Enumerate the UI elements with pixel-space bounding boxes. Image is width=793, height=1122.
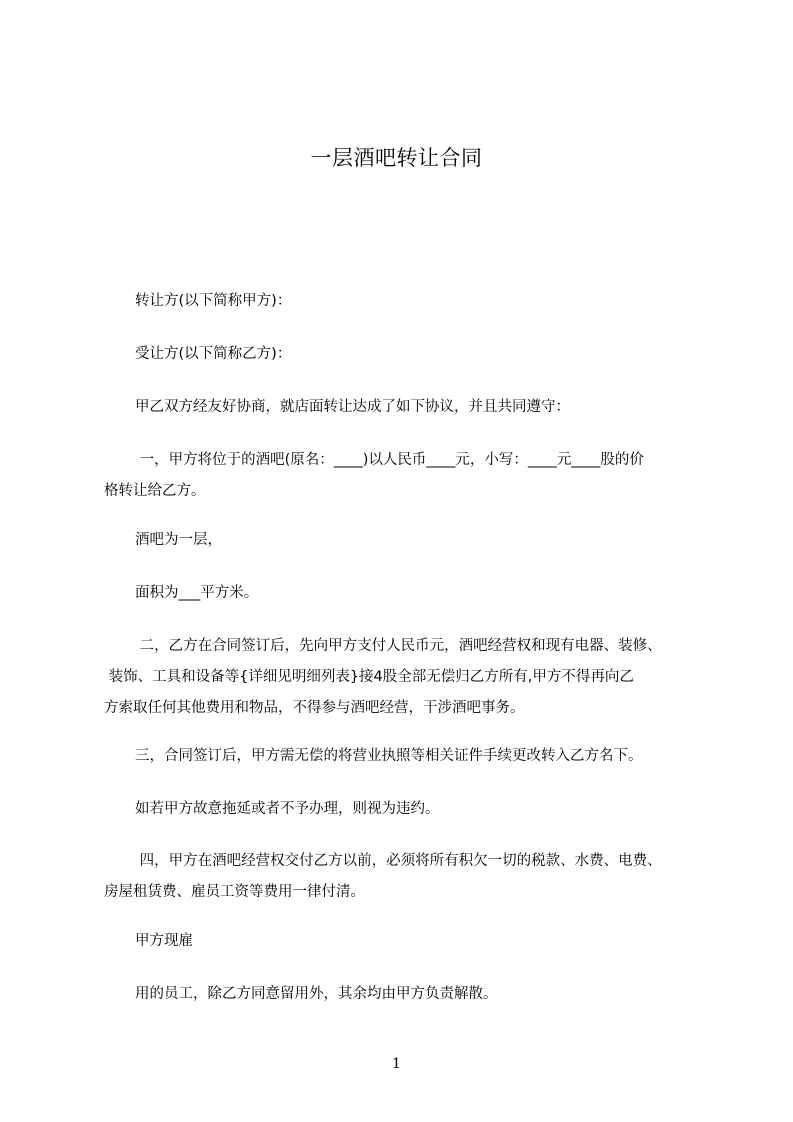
paragraph-staff-dismissal [104, 979, 700, 1010]
paragraph-line: 装饰、工具和设备等{详细见明细列表}接4股全部无偿归乙方所有,甲方不得再向乙 [104, 669, 634, 685]
paragraph-clause-4 [104, 846, 700, 908]
paragraph-transferor [104, 286, 700, 317]
paragraph-staff-heading [104, 926, 700, 957]
paragraph-line: 房屋租赁费、雇员工资等费用一律付清。 [104, 884, 365, 900]
paragraph-clause-2 [104, 631, 700, 724]
paragraph-clause-3 [104, 741, 700, 772]
paragraph-line: 四，甲方在酒吧经营权交付乙方以前，必须将所有积欠一切的税款、水费、电费、 [135, 853, 662, 869]
paragraph-line: 三，合同签订后，甲方需无偿的将营业执照等相关证件手续更改转入乙方名下。 [135, 748, 643, 764]
paragraph-clause-1 [104, 445, 700, 507]
paragraph-breach-note [104, 794, 700, 825]
paragraph-line: 方索取任何其他费用和物品，不得参与酒吧经营，干涉酒吧事务。 [104, 700, 525, 716]
paragraph-line: 转让方(以下简称甲方)： [135, 293, 292, 309]
paragraph-line: 甲方现雇 [135, 933, 193, 949]
paragraph-line: 一，甲方将位于的酒吧(原名：____)以人民币____元，小写：____元____股的价 [135, 452, 644, 468]
paragraph-area-info [104, 578, 700, 609]
paragraph-line: 甲乙双方经友好协商，就店面转让达成了如下协议，并且共同遵守： [135, 399, 570, 415]
paragraph-line: 如若甲方故意拖延或者不予办理，则视为违约。 [135, 801, 440, 817]
paragraph-agreement-intro [104, 392, 700, 423]
paragraph-line: 酒吧为一层， [135, 532, 222, 548]
paragraph-floor-info [104, 525, 700, 556]
paragraph-line: 用的员工，除乙方同意留用外，其余均由甲方负责解散。 [135, 986, 498, 1002]
paragraph-line: 二，乙方在合同签订后，先向甲方支付人民币元，酒吧经营权和现有电器、装修、 [135, 638, 662, 654]
document-title: 一层酒吧转让合同 [310, 146, 483, 170]
page-number: 1 [392, 1056, 401, 1072]
paragraph-line: 格转让给乙方。 [104, 483, 206, 499]
paragraph-transferee [104, 339, 700, 370]
paragraph-line: 受让方(以下简称乙方)： [135, 346, 292, 362]
paragraph-line: 面积为___平方米。 [135, 585, 259, 601]
